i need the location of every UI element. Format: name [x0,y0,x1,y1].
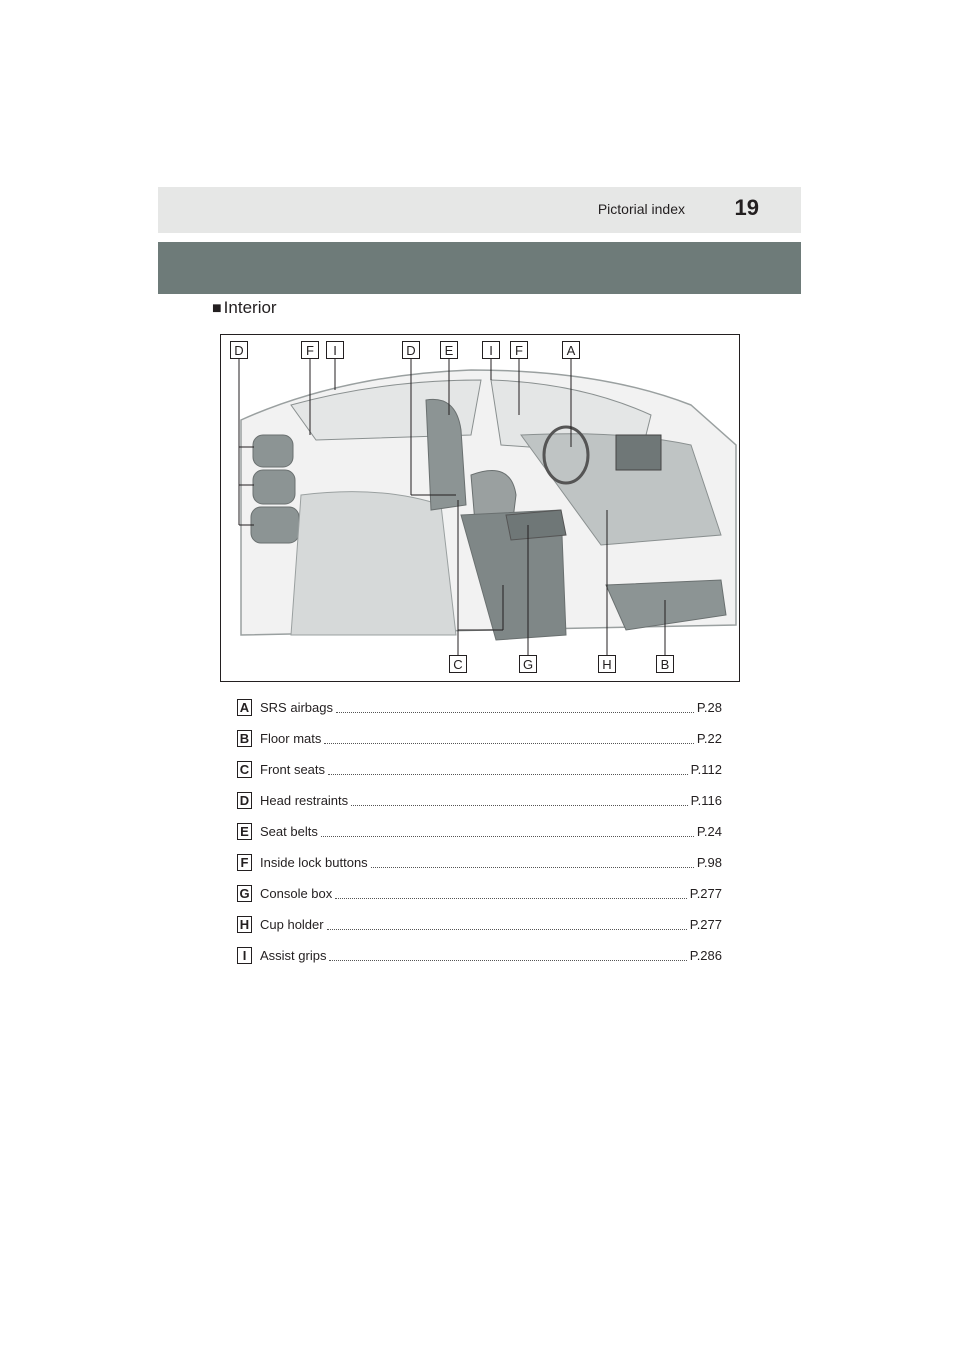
item-label: Seat belts [260,824,318,839]
letter-badge: I [237,947,252,964]
letter-badge: B [237,730,252,747]
callout-D: D [230,341,248,359]
page-number: 19 [734,195,759,220]
page-reference[interactable]: P.22 [696,731,722,746]
item-label: SRS airbags [260,700,333,715]
page-reference[interactable]: P.277 [689,886,722,901]
index-item-cup-holder[interactable] [237,909,722,940]
letter-badge: C [237,761,252,778]
page-reference[interactable]: P.286 [689,948,722,963]
dot-leader [351,804,688,806]
heading-marker-icon: ■ [212,300,222,317]
index-item-inside-lock-buttons[interactable] [237,847,722,878]
letter-badge: G [237,885,252,902]
letter-badge: D [237,792,252,809]
car-interior-drawing [221,335,738,680]
item-label: Head restraints [260,793,349,808]
letter-badge: H [237,916,252,933]
dot-leader [335,897,686,899]
callout-C: C [449,655,467,673]
callout-B: B [656,655,674,673]
callout-I: I [326,341,344,359]
letter-badge: E [237,823,252,840]
callout-E: E [440,341,458,359]
dot-leader [336,711,694,713]
item-label: Console box [260,886,333,901]
index-item-assist-grips[interactable] [237,940,722,971]
dot-leader [321,835,694,837]
item-label: Front seats [260,762,326,777]
page-reference[interactable]: P.112 [690,762,722,777]
item-label: Cup holder [260,917,324,932]
page-reference[interactable]: P.116 [690,793,722,808]
page-reference[interactable]: P.28 [696,700,722,715]
callout-A: A [562,341,580,359]
letter-badge: F [237,854,252,871]
component-index [237,692,722,971]
index-item-console-box[interactable] [237,878,722,909]
index-item-srs-airbags[interactable] [237,692,722,723]
dot-leader [371,866,694,868]
index-item-head-restraints[interactable] [237,785,722,816]
index-item-floor-mats[interactable] [237,723,722,754]
callout-F: F [301,341,319,359]
section-title: Pictorial index [597,201,685,217]
dot-leader [327,928,687,930]
page-reference[interactable]: P.277 [689,917,722,932]
page-header [158,187,801,233]
dot-leader [324,742,694,744]
dot-leader [329,959,686,961]
dot-leader [328,773,688,775]
callout-F: F [510,341,528,359]
heading-text: Interior [223,298,277,317]
page-reference[interactable]: P.24 [696,824,722,839]
item-label: Assist grips [260,948,327,963]
index-item-front-seats[interactable] [237,754,722,785]
callout-H: H [598,655,616,673]
item-label: Inside lock buttons [260,855,368,870]
page-reference[interactable]: P.98 [696,855,722,870]
callout-G: G [519,655,537,673]
index-item-seat-belts[interactable] [237,816,722,847]
chapter-band [158,242,801,294]
section-heading [212,298,277,318]
letter-badge: A [237,699,252,716]
callout-D: D [402,341,420,359]
item-label: Floor mats [260,731,322,746]
interior-illustration [220,334,740,682]
callout-I: I [482,341,500,359]
